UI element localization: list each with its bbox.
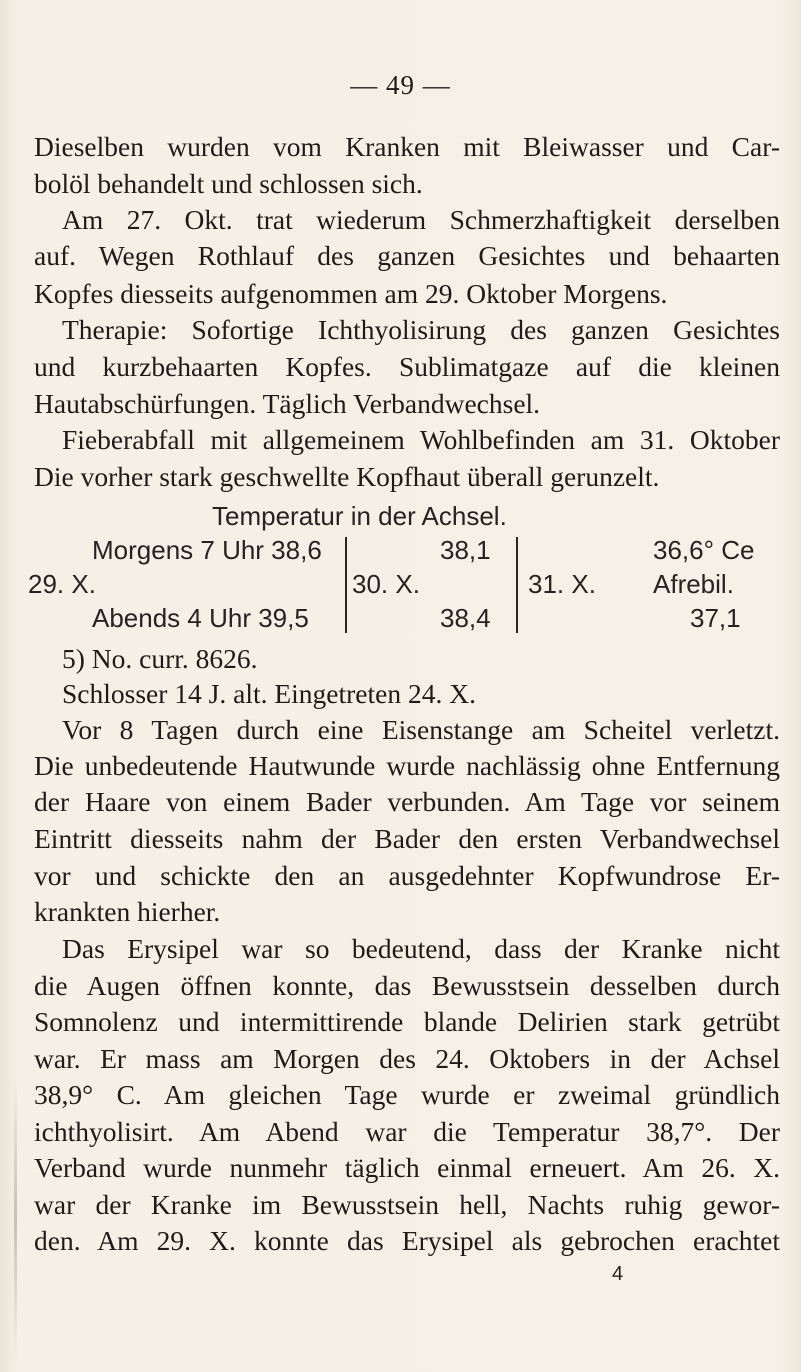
text-line: der Haare von einem Bader verbunden. Am Tage vor seinem [34, 786, 780, 817]
text-line: ichthyolisirt. Am Abend war die Temperatur 38,7°. Der [34, 1116, 780, 1147]
text-line: Somnolenz und intermittirende blande Delirien stark getrübt [34, 1006, 780, 1037]
text-line: Therapie: Sofortige Ichthyolisirung des ganzen Gesichtes [62, 314, 780, 345]
table-divider [345, 537, 347, 633]
text-line: vor und schickte den an ausgedehnter Kopfwundrose Er- [34, 860, 780, 891]
text-line: die Augen öffnen konnte, das Bewusstsein desselben durch [34, 970, 780, 1001]
text-line: Eintritt diesseits nahm der Bader den ersten Verbandwechsel [34, 823, 780, 854]
page-number: — 49 — [350, 70, 451, 100]
table-title: Temperatur in der Achsel. [212, 501, 507, 531]
day-label: 31. X. [528, 569, 596, 599]
signature-mark: 4 [612, 1263, 624, 1285]
text-line: Fieberabfall mit allgemeinem Wohlbefinden am 31. Oktober [62, 424, 780, 455]
text-line: Dieselben wurden vom Kranken mit Bleiwasser und Car- [34, 131, 780, 162]
text-line: Hautabschürfungen. Täglich Verbandwechsel. [34, 388, 541, 419]
text-line: krankten hierher. [34, 896, 221, 927]
morning-value: 38,1 [440, 535, 491, 565]
text-line: war. Er mass am Morgen des 24. Oktobers in der Achsel [34, 1043, 780, 1074]
text-line: Die unbedeutende Hautwunde wurde nachlässig ohne Entfernung [34, 750, 780, 781]
morning-label: Morgens 7 Uhr 38,6 [92, 535, 322, 565]
text-line: 38,9° C. Am gleichen Tage wurde er zweimal gründlich [34, 1079, 780, 1110]
text-line: Am 27. Okt. trat wiederum Schmerzhaftigkeit derselben [62, 204, 780, 235]
text-line: Vor 8 Tagen durch eine Eisenstange am Scheitel verletzt. [62, 714, 780, 745]
text-line: und kurzbehaarten Kopfes. Sublimatgaze auf die kleinen [34, 351, 780, 382]
text-line: Schlosser 14 J. alt. Eingetreten 24. X. [62, 678, 476, 709]
text-line: war der Kranke im Bewusstsein hell, Nachts ruhig gewor- [34, 1189, 780, 1220]
text-line: den. Am 29. X. konnte das Erysipel als gebrochen erachtet [34, 1225, 780, 1256]
evening-label: Abends 4 Uhr 39,5 [92, 603, 309, 633]
case-heading: 5) No. curr. 8626. [62, 643, 258, 674]
day-label: 29. X. [28, 569, 96, 599]
fever-note: Afrebil. [653, 569, 734, 599]
evening-value: 37,1 [690, 603, 741, 633]
text-line: auf. Wegen Rothlauf des ganzen Gesichtes und behaarten [34, 240, 780, 271]
margin-shadow [14, 1078, 17, 1358]
text-line: Das Erysipel war so bedeutend, dass der Kranke nicht [62, 933, 780, 964]
morning-value: 36,6° Ce [653, 535, 755, 565]
table-divider [516, 537, 518, 633]
text-line: Kopfes diesseits aufgenommen am 29. Oktober Morgens. [34, 278, 668, 309]
text-line: Die vorher stark geschwellte Kopfhaut überall gerunzelt. [34, 461, 660, 492]
text-line: bolöl behandelt und schlossen sich. [34, 168, 423, 199]
day-label: 30. X. [352, 569, 420, 599]
text-line: Verband wurde nunmehr täglich einmal erneuert. Am 26. X. [34, 1152, 780, 1183]
evening-value: 38,4 [440, 603, 491, 633]
